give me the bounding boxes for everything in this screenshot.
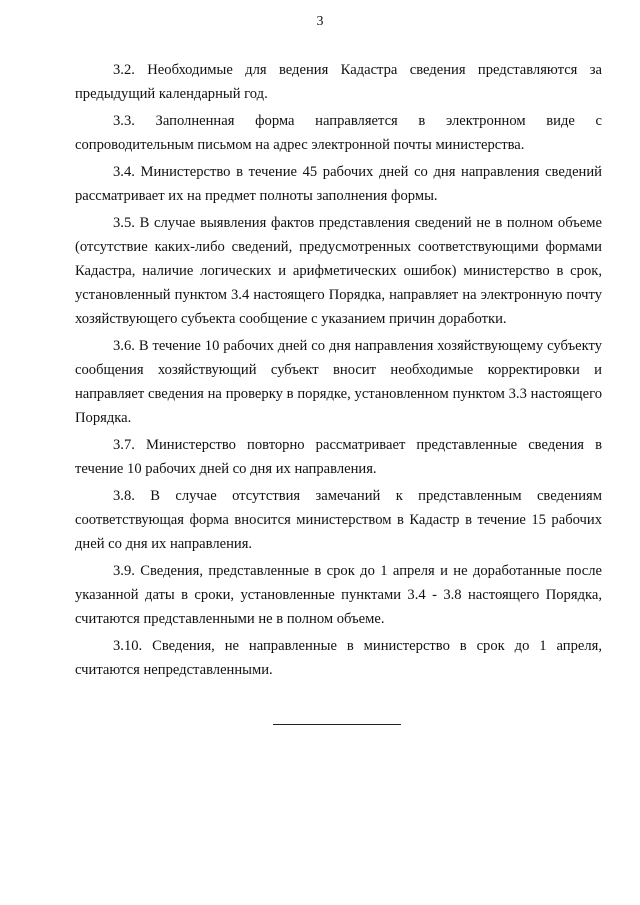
paragraph-3-2: 3.2. Необходимые для ведения Кадастра сведения представляются за предыдущий календарный год. — [75, 62, 602, 102]
paragraph-3-5: 3.5. В случае выявления фактов представления сведений не в полном объеме (отсутствие каких-либо сведений, предусмотренных соответствующими формами Кадастра, наличие логических и арифметических ошибок) министерство в срок, установленный пунктом 3.4 настоящего Порядка, направляет на электронную почту хозяйствующего субъекта сообщение с указанием причин доработки. — [75, 215, 602, 327]
paragraph-3-7: 3.7. Министерство повторно рассматривает представленные сведения в течение 10 рабочих дней со дня их направления. — [75, 437, 602, 477]
end-divider-line — [273, 724, 401, 725]
page-number: 3 — [316, 14, 324, 29]
document-body — [75, 58, 602, 685]
paragraph-3-9: 3.9. Сведения, представленные в срок до 1 апреля и не доработанные после указанной даты в сроки, установленные пунктами 3.4 - 3.8 настоящего Порядка, считаются представленными не в полном объеме. — [75, 563, 602, 627]
paragraph-3-8: 3.8. В случае отсутствия замечаний к представленным сведениям соответствующая форма вносится министерством в Кадастр в течение 15 рабочих дней со дня их направления. — [75, 488, 602, 552]
paragraph-3-10: 3.10. Сведения, не направленные в министерство в срок до 1 апреля, считаются непредставленными. — [75, 638, 602, 678]
paragraph-3-6: 3.6. В течение 10 рабочих дней со дня направления хозяйствующему субъекту сообщения хозяйствующий субъект вносит необходимые корректировки и направляет сведения на проверку в порядке, установленном пунктом 3.3 настоящего Порядка. — [75, 338, 602, 426]
paragraph-3-4: 3.4. Министерство в течение 45 рабочих дней со дня направления сведений рассматривает их на предмет полноты заполнения формы. — [75, 164, 602, 204]
paragraph-3-3: 3.3. Заполненная форма направляется в электронном виде с сопроводительным письмом на адрес электронной почты министерства. — [75, 113, 602, 153]
